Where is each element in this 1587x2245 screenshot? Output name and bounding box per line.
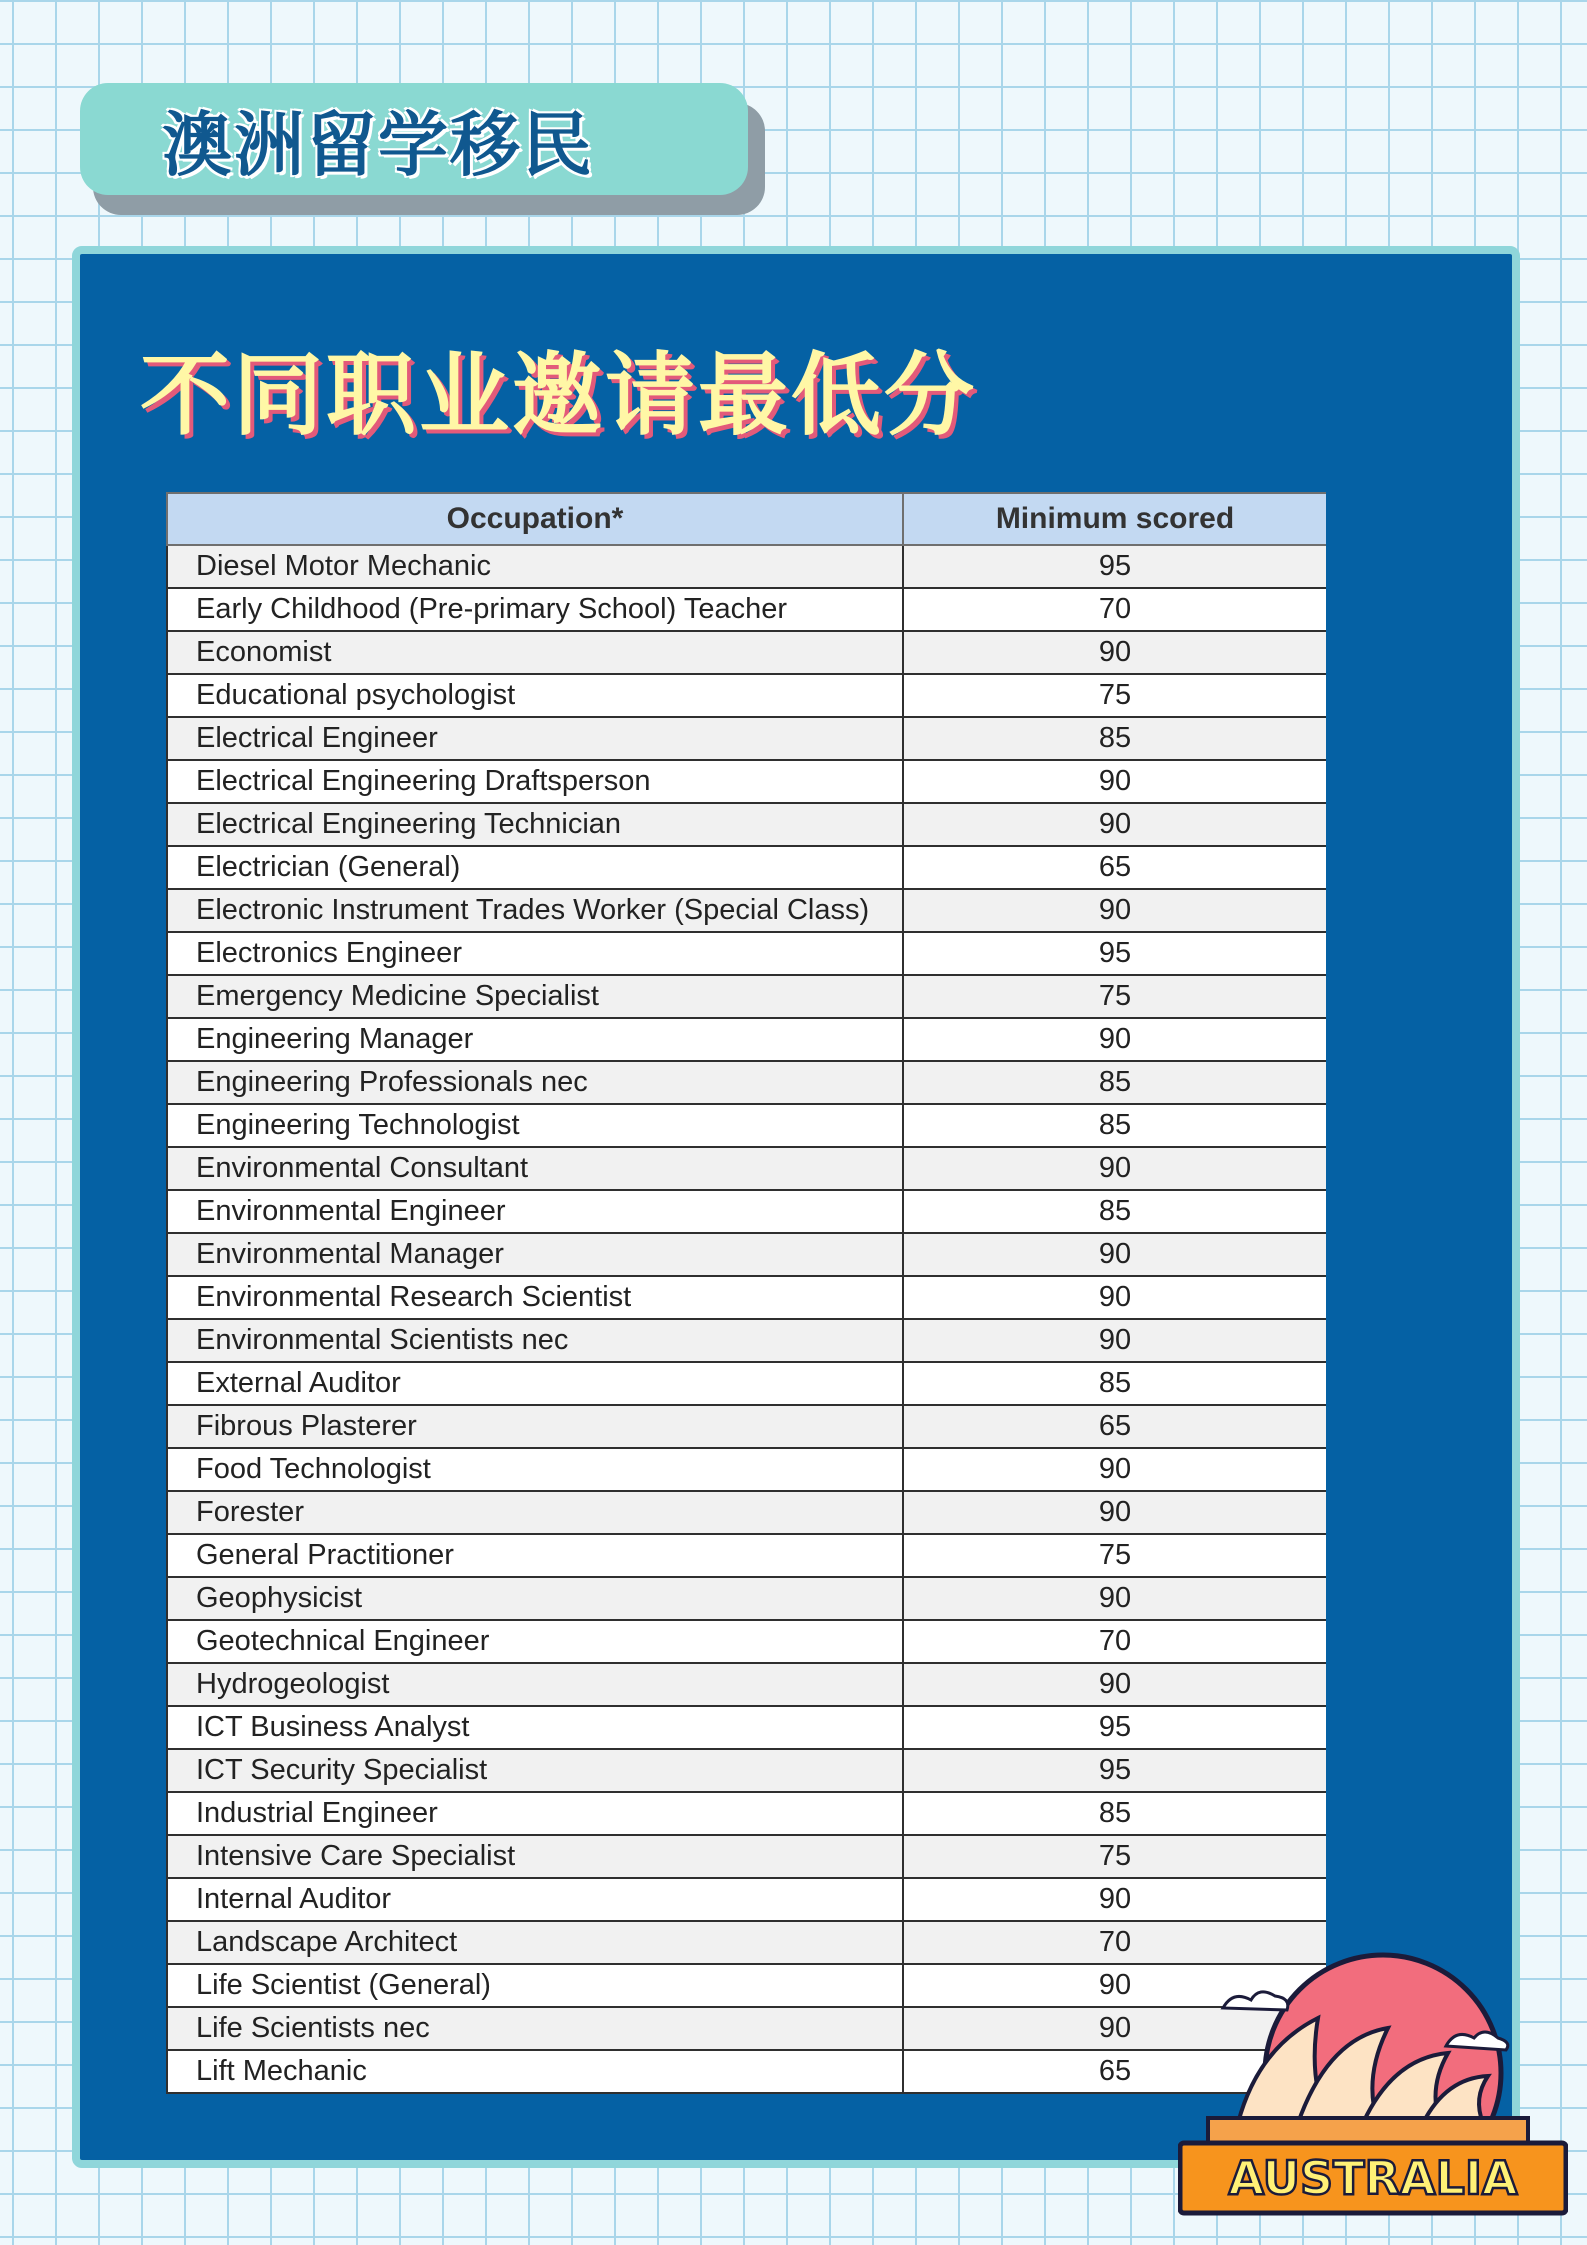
occupation-cell: Fibrous Plasterer	[167, 1405, 903, 1448]
badge-label: AUSTRALIA	[1228, 2151, 1518, 2205]
score-cell: 90	[903, 2007, 1326, 2050]
occupation-cell: Electrical Engineering Draftsperson	[167, 760, 903, 803]
occupation-cell: Life Scientists nec	[167, 2007, 903, 2050]
table-row	[167, 1878, 1326, 1921]
score-cell: 65	[903, 846, 1326, 889]
cloud-icon	[1446, 2032, 1508, 2050]
table-row	[167, 846, 1326, 889]
score-cell: 65	[903, 2050, 1326, 2093]
occupation-cell: ICT Business Analyst	[167, 1706, 903, 1749]
table-row	[167, 1147, 1326, 1190]
occupation-cell: Electronic Instrument Trades Worker (Special Class)	[167, 889, 903, 932]
table-row	[167, 975, 1326, 1018]
score-cell: 95	[903, 545, 1326, 588]
score-cell: 90	[903, 1233, 1326, 1276]
table-row	[167, 1448, 1326, 1491]
occupation-cell: Landscape Architect	[167, 1921, 903, 1964]
table-row	[167, 1276, 1326, 1319]
score-cell: 85	[903, 1792, 1326, 1835]
occupation-cell: General Practitioner	[167, 1534, 903, 1577]
score-cell: 75	[903, 1534, 1326, 1577]
occupation-cell: Environmental Consultant	[167, 1147, 903, 1190]
score-cell: 90	[903, 1276, 1326, 1319]
table-row	[167, 1362, 1326, 1405]
score-cell: 70	[903, 588, 1326, 631]
table-row	[167, 1577, 1326, 1620]
score-cell: 90	[903, 631, 1326, 674]
table-row	[167, 932, 1326, 975]
occupation-cell: Electronics Engineer	[167, 932, 903, 975]
table-row	[167, 1792, 1326, 1835]
column-header-minimum-score: Minimum scored	[903, 493, 1326, 545]
table-row	[167, 1534, 1326, 1577]
occupation-cell: Early Childhood (Pre-primary School) Teacher	[167, 588, 903, 631]
table-row	[167, 1964, 1326, 2007]
table-row	[167, 803, 1326, 846]
cloud-icon	[1223, 1992, 1288, 2010]
score-cell: 90	[903, 1663, 1326, 1706]
table-row	[167, 1405, 1326, 1448]
table-row	[167, 1620, 1326, 1663]
occupation-cell: Intensive Care Specialist	[167, 1835, 903, 1878]
table-row	[167, 1319, 1326, 1362]
score-cell: 85	[903, 1104, 1326, 1147]
table-row	[167, 717, 1326, 760]
score-cell: 85	[903, 1362, 1326, 1405]
table-row	[167, 2050, 1326, 2093]
occupation-cell: Electrician (General)	[167, 846, 903, 889]
column-header-occupation: Occupation*	[167, 493, 903, 545]
occupation-cell: Environmental Research Scientist	[167, 1276, 903, 1319]
table-row	[167, 760, 1326, 803]
table-row	[167, 1749, 1326, 1792]
table-row	[167, 1921, 1326, 1964]
score-cell: 65	[903, 1405, 1326, 1448]
occupation-cell: Life Scientist (General)	[167, 1964, 903, 2007]
occupation-cell: Electrical Engineer	[167, 717, 903, 760]
occupation-cell: Environmental Scientists nec	[167, 1319, 903, 1362]
score-cell: 90	[903, 1491, 1326, 1534]
occupation-cell: Environmental Manager	[167, 1233, 903, 1276]
score-cell: 75	[903, 1835, 1326, 1878]
score-cell: 75	[903, 674, 1326, 717]
score-cell: 90	[903, 803, 1326, 846]
occupation-cell: Engineering Manager	[167, 1018, 903, 1061]
table-row	[167, 889, 1326, 932]
occupation-cell: Engineering Technologist	[167, 1104, 903, 1147]
score-table	[166, 492, 1326, 2094]
score-table-image	[166, 492, 1326, 2094]
table-row	[167, 545, 1326, 588]
occupation-cell: Lift Mechanic	[167, 2050, 903, 2093]
occupation-cell: Geophysicist	[167, 1577, 903, 1620]
table-row	[167, 1190, 1326, 1233]
occupation-cell: Economist	[167, 631, 903, 674]
table-row	[167, 588, 1326, 631]
score-cell: 75	[903, 975, 1326, 1018]
occupation-cell: Internal Auditor	[167, 1878, 903, 1921]
score-cell: 90	[903, 1577, 1326, 1620]
occupation-cell: Electrical Engineering Technician	[167, 803, 903, 846]
occupation-cell: Forester	[167, 1491, 903, 1534]
australia-badge	[1178, 1938, 1568, 2218]
score-cell: 95	[903, 1749, 1326, 1792]
occupation-cell: Environmental Engineer	[167, 1190, 903, 1233]
score-cell: 90	[903, 1319, 1326, 1362]
score-cell: 90	[903, 1448, 1326, 1491]
table-row	[167, 1491, 1326, 1534]
table-row	[167, 1835, 1326, 1878]
score-cell: 85	[903, 1190, 1326, 1233]
score-cell: 90	[903, 1878, 1326, 1921]
table-row	[167, 1233, 1326, 1276]
score-cell: 90	[903, 1147, 1326, 1190]
occupation-cell: Emergency Medicine Specialist	[167, 975, 903, 1018]
occupation-cell: Geotechnical Engineer	[167, 1620, 903, 1663]
score-cell: 85	[903, 1061, 1326, 1104]
score-cell: 95	[903, 1706, 1326, 1749]
table-row	[167, 1706, 1326, 1749]
occupation-cell: ICT Security Specialist	[167, 1749, 903, 1792]
occupation-cell: Educational psychologist	[167, 674, 903, 717]
title-tag	[80, 83, 748, 195]
occupation-cell: External Auditor	[167, 1362, 903, 1405]
score-cell: 70	[903, 1620, 1326, 1663]
table-header-row	[167, 493, 1326, 545]
content-panel	[72, 246, 1520, 2168]
occupation-cell: Engineering Professionals nec	[167, 1061, 903, 1104]
score-cell: 90	[903, 760, 1326, 803]
table-row	[167, 631, 1326, 674]
table-row	[167, 1104, 1326, 1147]
score-cell: 70	[903, 1921, 1326, 1964]
score-cell: 95	[903, 932, 1326, 975]
table-row	[167, 2007, 1326, 2050]
table-row	[167, 1061, 1326, 1104]
score-cell: 90	[903, 1964, 1326, 2007]
table-row	[167, 1663, 1326, 1706]
occupation-cell: Food Technologist	[167, 1448, 903, 1491]
score-cell: 90	[903, 889, 1326, 932]
occupation-cell: Industrial Engineer	[167, 1792, 903, 1835]
table-row	[167, 674, 1326, 717]
table-row	[167, 1018, 1326, 1061]
panel-title: 不同职业邀请最低分	[140, 343, 977, 448]
occupation-cell: Hydrogeologist	[167, 1663, 903, 1706]
table-body	[167, 545, 1326, 2093]
title-tag-label: 澳洲留学移民	[162, 103, 594, 186]
occupation-cell: Diesel Motor Mechanic	[167, 545, 903, 588]
score-cell: 90	[903, 1018, 1326, 1061]
score-cell: 85	[903, 717, 1326, 760]
